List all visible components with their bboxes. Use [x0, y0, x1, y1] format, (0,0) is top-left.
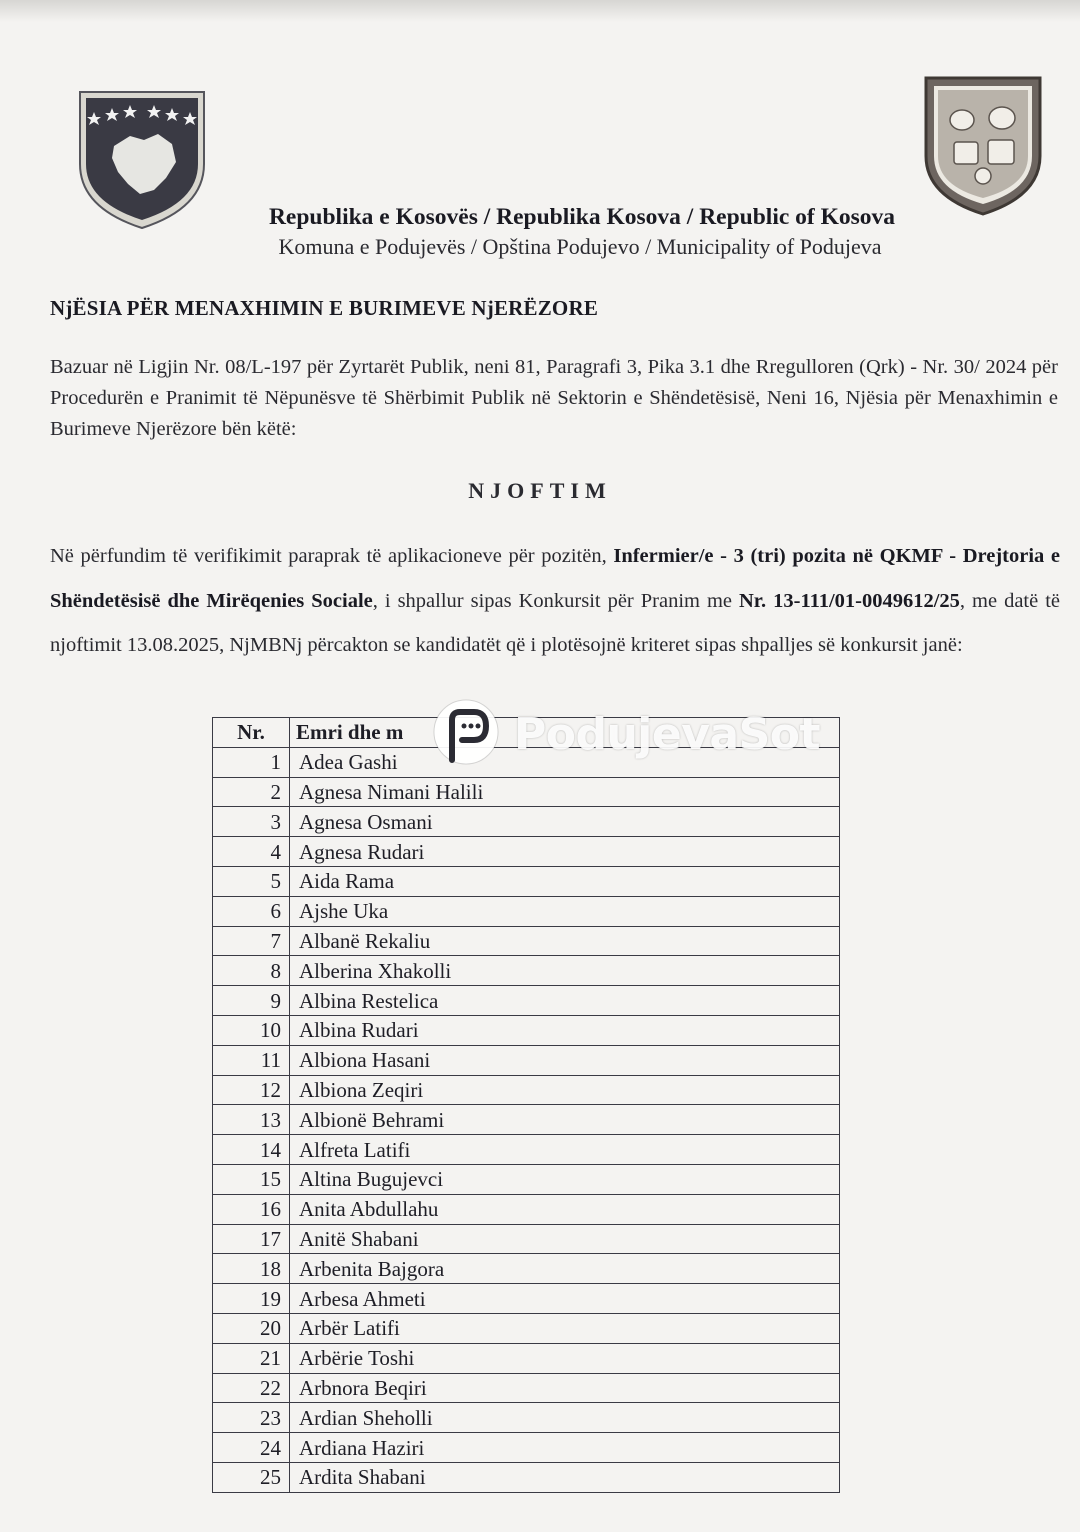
row-number: 19: [213, 1284, 290, 1314]
body-text-1: Në përfundim të verifikimit paraprak të aplikacioneve për pozitën,: [50, 545, 614, 567]
scan-shadow: [0, 0, 1080, 22]
legal-basis-paragraph: Bazuar në Ligjin Nr. 08/L-197 për Zyrtarët Publik, neni 81, Paragrafi 3, Pika 3.1 dhe Rregulloren (Qrk) - Nr. 30/ 2024 për Procedurën e Pranimit të Nëpunësve të Shërbimit Publik në Sektorin e Shëndetësisë, Neni 16, Njësia për Menaxhimin e Burimeve Njerëzore bën këtë:: [50, 356, 1058, 440]
table-row: [213, 1194, 840, 1224]
row-number: 8: [213, 956, 290, 986]
table-row: [213, 1045, 840, 1075]
table-row: [213, 777, 840, 807]
column-header-nr: Nr.: [213, 718, 290, 748]
watermark: [428, 694, 868, 774]
table-row: [213, 1462, 840, 1492]
table-row: [213, 1313, 840, 1343]
body-text-2: , i shpallur sipas Konkursit për Pranim me: [372, 589, 739, 612]
row-number: 7: [213, 926, 290, 956]
table-row: [213, 866, 840, 896]
table-row: [213, 1105, 840, 1135]
candidate-name: Arbërie Toshi: [290, 1343, 840, 1373]
table-row: [213, 807, 840, 837]
row-number: 11: [213, 1045, 290, 1075]
row-number: 10: [213, 1015, 290, 1045]
row-number: 20: [213, 1313, 290, 1343]
candidate-name: Altina Bugujevci: [290, 1164, 840, 1194]
candidate-name: Agnesa Rudari: [290, 837, 840, 867]
row-number: 4: [213, 837, 290, 867]
candidate-name: Alberina Xhakolli: [290, 956, 840, 986]
candidate-name: Alfreta Latifi: [290, 1135, 840, 1165]
table-row: [213, 926, 840, 956]
candidate-name: Ardita Shabani: [290, 1462, 840, 1492]
row-number: 12: [213, 1075, 290, 1105]
body-text-3: , me datë të njoftimit 13.08.2025, NjMBNj përcakton se kandidatët që i plotësojnë kriteret sipas shpalljes së konkursit janë:: [50, 589, 1060, 656]
row-number: 3: [213, 807, 290, 837]
unit-title: NjËSIA PËR MENAXHIMIN E BURIMEVE NjERËZORE: [50, 296, 599, 320]
position-title: Infermier/e - 3 (tri) pozita në QKMF - Drejtoria e Shëndetësisë dhe Mirëqenies Sociale: [50, 545, 1060, 612]
table-row: [213, 1343, 840, 1373]
competition-number: Nr. 13-111/01-0049612/25: [739, 589, 960, 612]
table-row: [213, 1224, 840, 1254]
candidate-name: Arbnora Beqiri: [290, 1373, 840, 1403]
candidate-name: Albiona Hasani: [290, 1045, 840, 1075]
candidate-name: Albina Restelica: [290, 986, 840, 1016]
row-number: 23: [213, 1403, 290, 1433]
row-number: 21: [213, 1343, 290, 1373]
notice-body-paragraph: [50, 534, 1060, 668]
candidate-name: Aida Rama: [290, 866, 840, 896]
candidate-name: Arbenita Bajgora: [290, 1254, 840, 1284]
notice-title: NJOFTIM: [468, 478, 612, 503]
candidate-name: Adea Gashi: [290, 747, 840, 777]
column-header-name: Emri dhe m: [290, 718, 840, 748]
table-row: [213, 1403, 840, 1433]
candidate-name: Agnesa Nimani Halili: [290, 777, 840, 807]
candidate-name: Anita Abdullahu: [290, 1194, 840, 1224]
row-number: 6: [213, 896, 290, 926]
candidate-name: Arbesa Ahmeti: [290, 1284, 840, 1314]
candidate-name: Albiona Zeqiri: [290, 1075, 840, 1105]
row-number: 9: [213, 986, 290, 1016]
table-row: [213, 1075, 840, 1105]
podujeva-municipality-emblem-icon: [922, 72, 1044, 218]
candidate-name: Albina Rudari: [290, 1015, 840, 1045]
row-number: 22: [213, 1373, 290, 1403]
table-row: [213, 986, 840, 1016]
candidate-name: Ajshe Uka: [290, 896, 840, 926]
header-municipality-line: Komuna e Podujevës / Opština Podujevo / Municipality of Podujeva: [278, 234, 882, 259]
row-number: 1: [213, 747, 290, 777]
row-number: 13: [213, 1105, 290, 1135]
document-header: [0, 204, 1080, 260]
row-number: 17: [213, 1224, 290, 1254]
row-number: 24: [213, 1433, 290, 1463]
table-row: [213, 1284, 840, 1314]
table-row: [213, 1373, 840, 1403]
table-row: [213, 1135, 840, 1165]
row-number: 5: [213, 866, 290, 896]
row-number: 25: [213, 1462, 290, 1492]
table-row: [213, 1433, 840, 1463]
table-row: [213, 1164, 840, 1194]
candidates-table: [212, 717, 840, 1493]
candidate-name: Ardian Sheholli: [290, 1403, 840, 1433]
watermark-text: PodujevaSot: [514, 708, 821, 760]
candidate-name: Ardiana Haziri: [290, 1433, 840, 1463]
candidate-name: Arbër Latifi: [290, 1313, 840, 1343]
table-body: [213, 747, 840, 1492]
row-number: 14: [213, 1135, 290, 1165]
table-row: [213, 896, 840, 926]
candidate-name: Albanë Rekaliu: [290, 926, 840, 956]
row-number: 18: [213, 1254, 290, 1284]
table-row: [213, 837, 840, 867]
table-row: [213, 1015, 840, 1045]
row-number: 2: [213, 777, 290, 807]
chat-bubble-logo-icon: [428, 696, 504, 772]
table-row: [213, 956, 840, 986]
candidate-name: Anitë Shabani: [290, 1224, 840, 1254]
row-number: 15: [213, 1164, 290, 1194]
row-number: 16: [213, 1194, 290, 1224]
candidate-name: Albionë Behrami: [290, 1105, 840, 1135]
header-state-line: Republika e Kosovës / Republika Kosova / Republic of Kosova: [268, 204, 896, 230]
table-row: [213, 1254, 840, 1284]
candidate-name: Agnesa Osmani: [290, 807, 840, 837]
